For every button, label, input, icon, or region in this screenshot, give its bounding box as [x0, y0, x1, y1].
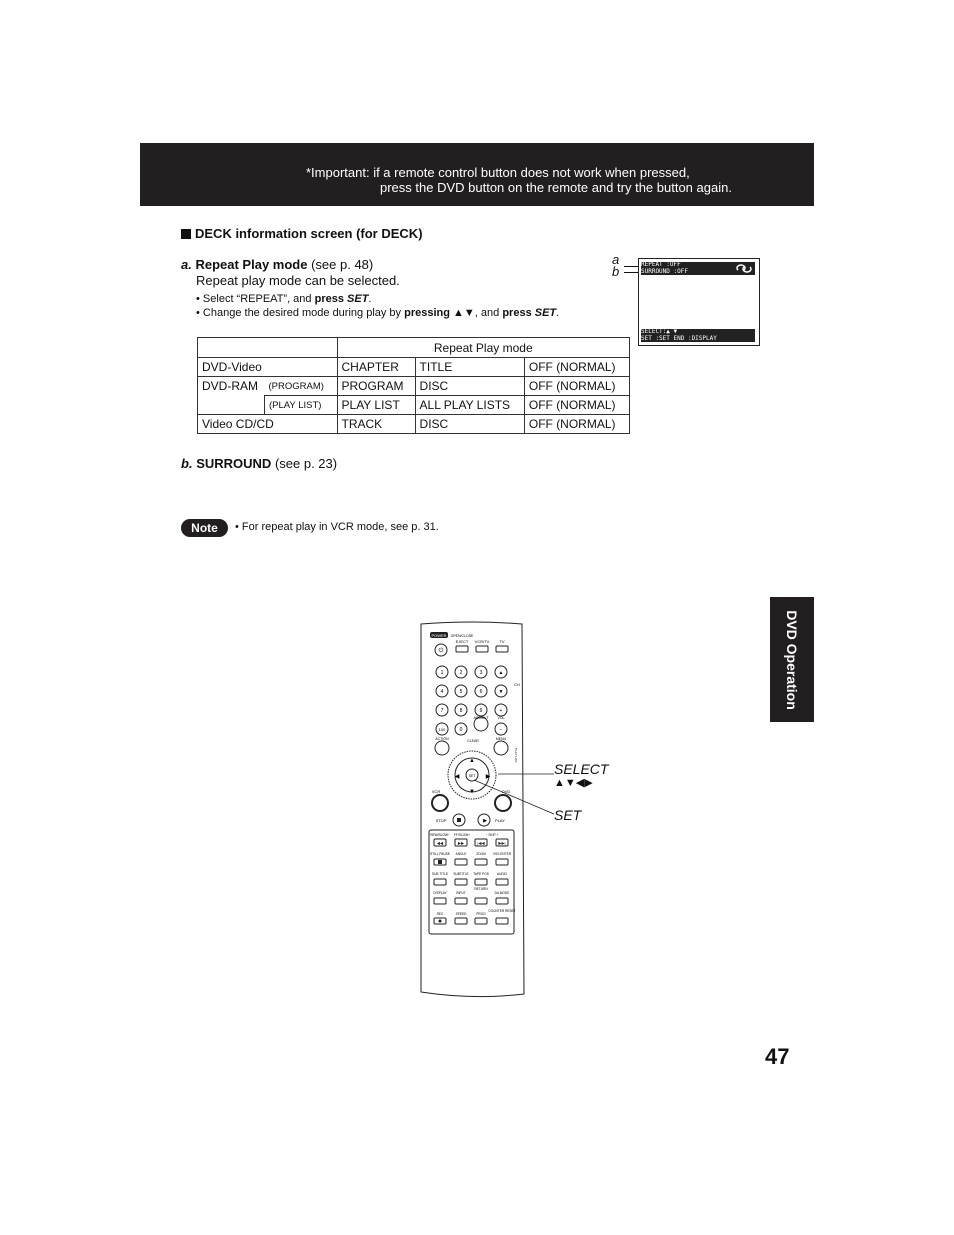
osd-line-1: REPEAT :OFF: [641, 261, 681, 268]
vol-down-icon: −: [499, 727, 503, 733]
num-2-label: 2: [459, 670, 463, 676]
num-6-label: 6: [479, 689, 483, 695]
tape-pos-button[interactable]: [475, 879, 487, 885]
item-a-letter: a.: [181, 257, 192, 272]
table-cell-playlist: (PLAY LIST): [265, 396, 338, 415]
callout-set: SET: [554, 807, 582, 823]
item-b-ref: (see p. 23): [274, 456, 338, 471]
table-cell-video-cd: Video CD/CD: [198, 415, 338, 434]
important-banner: [140, 143, 814, 206]
item-b-title: SURROUND: [196, 456, 272, 471]
speed-label: SPEED: [455, 912, 467, 916]
counter-reset-button[interactable]: [496, 918, 508, 924]
osd-label-a: a: [612, 252, 620, 267]
item-a-title: Repeat Play mode: [195, 257, 308, 272]
table-row: [198, 415, 630, 434]
num-4-label: 4: [440, 689, 444, 695]
stop-label: STOP: [435, 818, 447, 823]
table-row: [198, 358, 630, 377]
table-cell: OFF (NORMAL): [524, 396, 629, 415]
osd-label-b: b: [612, 264, 620, 279]
return-label: RETURN: [474, 887, 488, 891]
table-cell: OFF (NORMAL): [524, 415, 629, 434]
item-b-heading: [181, 456, 337, 471]
skip-back-icon: |◀◀: [477, 840, 485, 846]
table-cell: DISC: [415, 377, 524, 396]
bullet-2-pressing: pressing ▲▼: [404, 307, 475, 319]
play-list-label: PLAY LIST: [514, 748, 518, 763]
speed-button[interactable]: [455, 918, 467, 924]
audio-label: AUDIO: [496, 872, 508, 876]
num-1-label: 1: [440, 670, 444, 676]
repeat-play-table: [197, 337, 630, 434]
zoom-label: ZOOM: [476, 852, 486, 856]
num-5-label: 5: [459, 689, 463, 695]
callout-select: SELECT: [554, 761, 609, 777]
rewind-icon: ◀◀: [436, 840, 444, 846]
subtitle-label: SUBTITLE: [453, 872, 469, 876]
input-button[interactable]: [455, 898, 467, 904]
callout-select-arrows: ▲▼◀▶: [554, 777, 593, 789]
vcr-button[interactable]: [432, 795, 448, 811]
skip-forward-icon: ▶▶|: [498, 840, 506, 846]
bullet-2-key: SET: [534, 307, 557, 319]
section-title: DECK information screen (for DECK): [195, 226, 423, 241]
tape-pos-label: TAPE POS: [473, 872, 489, 876]
sub-title-label: SUB TITLE: [431, 872, 449, 876]
remote-control: [418, 620, 558, 1000]
tv-button[interactable]: [496, 646, 508, 652]
osd-bottom-bar: [641, 329, 755, 342]
item-b-letter: b.: [181, 456, 193, 471]
up-arrow-icon: ▲: [469, 758, 475, 764]
section-heading: [181, 226, 423, 241]
prog-label: PROG: [476, 912, 486, 916]
bullet-2-text: Change the desired mode during play by: [202, 307, 405, 319]
tv-label: TV: [499, 639, 505, 644]
stop-icon: [457, 818, 461, 822]
table-cell: PROGRAM: [337, 377, 415, 396]
ch-label: CH: [514, 682, 520, 687]
bullet-1-text: Select “REPEAT”, and: [202, 293, 315, 305]
left-arrow-icon: ◀: [454, 774, 460, 780]
action-label: ACTION: [435, 737, 449, 741]
num-0-label: 0: [459, 727, 463, 733]
da-mode-label: DA MODE: [494, 891, 510, 895]
table-row: [198, 338, 630, 358]
input-label: INPUT: [456, 891, 466, 895]
item-a-bullet-1: • Select “REPEAT”, and press SET.: [196, 293, 372, 305]
subtitle-button[interactable]: [455, 879, 467, 885]
osd-foot-2: SET :SET END :DISPLAY: [641, 334, 717, 342]
table-cell: PLAY LIST: [337, 396, 415, 415]
item-a-ref: (see p. 48): [311, 257, 374, 272]
power-label: POWER: [431, 633, 447, 638]
da-mode-button[interactable]: [496, 898, 508, 904]
table-cell-dvd-video: DVD-Video: [198, 358, 338, 377]
num-7-label: 7: [440, 708, 444, 714]
osd-foot-1: SELECT:▲ ▼: [641, 328, 678, 335]
vol-label: VOL: [497, 716, 505, 720]
right-arrow-icon: ▶: [485, 774, 491, 780]
side-tab: [770, 597, 814, 722]
set-label: SET: [468, 774, 476, 778]
down-arrow-icon: ▼: [469, 789, 475, 795]
eject-label: EJECT: [455, 639, 469, 644]
bullet-2-mid: , and: [474, 307, 503, 319]
bullet-dot: •: [196, 293, 203, 305]
table-header: Repeat Play mode: [337, 338, 629, 358]
bullet-dot: •: [196, 307, 203, 319]
num-100-label: 100: [438, 727, 446, 732]
display-button[interactable]: [434, 898, 446, 904]
table-cell: [198, 338, 338, 358]
play-label: PLAY: [495, 818, 505, 823]
play-icon: ▶: [483, 818, 487, 824]
display-label: DISPLAY: [433, 891, 447, 895]
note-badge: Note: [181, 519, 228, 537]
table-cell: TITLE: [415, 358, 524, 377]
fast-forward-icon: ▶▶: [457, 840, 465, 846]
table-cell-program: (PROGRAM): [265, 377, 338, 396]
counter-reset-label: COUNTER RESET: [488, 909, 516, 913]
prog-button[interactable]: [475, 918, 487, 924]
table-cell: DISC: [415, 415, 524, 434]
num-9-label: 9: [479, 708, 483, 714]
menu-label: MENU: [495, 737, 507, 741]
osd-labels: [612, 254, 619, 278]
ch-up-icon: ▲: [498, 670, 504, 676]
vol-up-icon: +: [499, 708, 503, 714]
square-bullet-icon: [181, 229, 191, 239]
skip-label: − SKIP +: [485, 833, 499, 837]
vss-label: VSS ENTER: [492, 852, 512, 856]
bullet-1-key: SET: [347, 293, 369, 305]
table-cell: OFF (NORMAL): [524, 377, 629, 396]
bullet-1-press: press: [314, 293, 348, 305]
dvd-label: DVD: [501, 789, 511, 794]
sub-title-button[interactable]: [434, 879, 446, 885]
item-a-heading: [181, 257, 373, 272]
table-cell-dvd-ram: DVD-RAM: [198, 377, 265, 415]
rec-icon: [439, 920, 442, 923]
table-cell: OFF (NORMAL): [524, 358, 629, 377]
note-text: • For repeat play in VCR mode, see p. 31.: [235, 521, 439, 533]
num-3-label: 3: [479, 670, 483, 676]
eject-button[interactable]: [456, 646, 468, 652]
vcr-tv-button[interactable]: [476, 646, 488, 652]
power-icon: ⏻: [438, 648, 444, 654]
still-pause-label: STILL PAUSE: [430, 852, 450, 856]
angle-button[interactable]: [455, 859, 467, 865]
item-a-bullet-2: • Change the desired mode during play by pressing ▲▼, and press SET.: [196, 307, 560, 319]
audio-button[interactable]: [496, 879, 508, 885]
ff-label: FF/SLOW+: [453, 833, 471, 837]
vcr-label: VCR: [431, 789, 441, 794]
rec-label: REC: [436, 912, 444, 916]
vss-button[interactable]: [496, 859, 508, 865]
pause-icon: [438, 860, 442, 864]
vcr-tv-label: VCR/TV: [474, 639, 490, 644]
table-cell: CHAPTER: [337, 358, 415, 377]
dvd-button[interactable]: [495, 795, 511, 811]
item-a-desc: Repeat play mode can be selected.: [196, 273, 400, 288]
add-dlt-label: ADD/DLT: [473, 716, 489, 720]
repeat-icon: [733, 262, 755, 275]
num-8-label: 8: [459, 708, 463, 714]
angle-label: ANGLE: [455, 852, 467, 856]
open-close-label: OPEN/CLOSE: [450, 634, 474, 638]
ch-down-icon: ▼: [498, 689, 504, 695]
deck-info-screen: [638, 258, 760, 346]
table-cell: TRACK: [337, 415, 415, 434]
menu-button[interactable]: [494, 741, 508, 755]
zoom-button[interactable]: [475, 859, 487, 865]
table-cell: ALL PLAY LISTS: [415, 396, 524, 415]
table-row: [198, 377, 630, 396]
page-number: 47: [765, 1044, 790, 1069]
clear-label: CLEAR: [467, 739, 479, 743]
banner-line-1: *Important: if a remote control button does not work when pressed,: [306, 165, 690, 180]
side-tab-label: DVD Operation: [784, 609, 800, 710]
rew-label: REW/SLOW−: [430, 833, 450, 837]
osd-line-2: SURROUND :OFF: [641, 267, 688, 275]
banner-line-2: press the DVD button on the remote and try the button again.: [380, 180, 732, 195]
return-button[interactable]: [475, 898, 487, 904]
bullet-2-press: press: [502, 307, 535, 319]
action-button[interactable]: [435, 741, 449, 755]
